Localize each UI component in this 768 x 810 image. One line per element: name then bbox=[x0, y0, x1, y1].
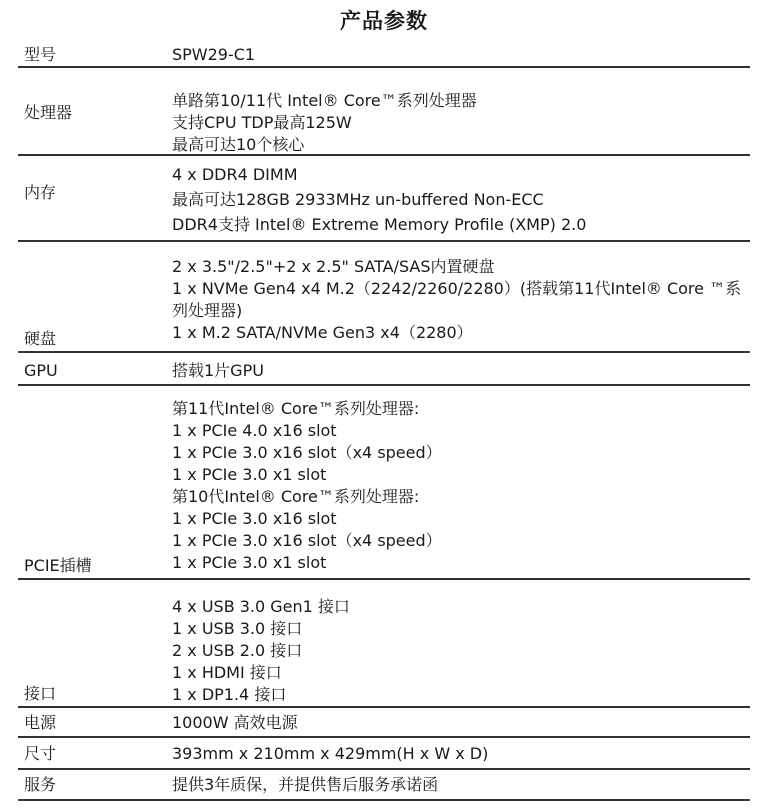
spec-row-gpu bbox=[18, 353, 750, 386]
spec-value: DDR4支持 Intel® Extreme Memory Profile (XMP) 2.0 bbox=[172, 215, 587, 234]
spec-value: 1 x USB 3.0 接口 bbox=[172, 619, 303, 638]
spec-value: 1 x PCIe 3.0 x1 slot bbox=[172, 465, 327, 484]
spec-values bbox=[172, 360, 750, 384]
spec-label: PCIE插槽 bbox=[24, 556, 92, 575]
spec-label: GPU bbox=[24, 361, 58, 380]
spec-values bbox=[172, 44, 750, 66]
spec-row-ports bbox=[18, 580, 750, 708]
spec-value: 最高可达128GB 2933MHz un-buffered Non-ECC bbox=[172, 190, 544, 209]
spec-value: 搭载1片GPU bbox=[172, 361, 264, 380]
spec-value: 1 x DP1.4 接口 bbox=[172, 685, 287, 704]
spec-row-storage bbox=[18, 242, 750, 353]
spec-values bbox=[172, 596, 750, 706]
spec-value: 1000W 高效电源 bbox=[172, 713, 298, 732]
spec-label-text: 处理器 bbox=[24, 103, 73, 122]
spec-values bbox=[172, 398, 750, 578]
spec-values bbox=[172, 712, 750, 736]
spec-row-cpu bbox=[18, 68, 750, 156]
page-title: 产品参数 bbox=[340, 9, 428, 33]
spec-label: 服务 bbox=[24, 775, 57, 794]
spec-label bbox=[18, 164, 172, 240]
spec-row-model bbox=[18, 44, 750, 68]
spec-label: 硬盘 bbox=[24, 329, 57, 348]
spec-value: 393mm x 210mm x 429mm(H x W x D) bbox=[172, 744, 489, 763]
spec-value: SPW29-C1 bbox=[172, 45, 256, 64]
spec-value: 1 x NVMe Gen4 x4 M.2（2242/2260/2280）(搭载第11代Intel® Core ™系列处理器) bbox=[172, 279, 742, 320]
spec-value: 1 x M.2 SATA/NVMe Gen3 x4（2280） bbox=[172, 323, 473, 342]
spec-value: 2 x USB 2.0 接口 bbox=[172, 641, 303, 660]
spec-row-power bbox=[18, 708, 750, 738]
spec-value: 1 x PCIe 3.0 x16 slot（x4 speed） bbox=[172, 531, 442, 550]
spec-values bbox=[172, 90, 750, 154]
spec-label: 尺寸 bbox=[24, 744, 57, 763]
spec-label bbox=[18, 90, 172, 154]
spec-row-pcie bbox=[18, 386, 750, 580]
spec-value: 4 x DDR4 DIMM bbox=[172, 165, 298, 184]
spec-values bbox=[172, 256, 750, 351]
spec-value: 第11代Intel® Core™系列处理器: bbox=[172, 399, 420, 418]
spec-table bbox=[18, 44, 750, 801]
spec-value: 4 x USB 3.0 Gen1 接口 bbox=[172, 597, 350, 616]
spec-value: 1 x HDMI 接口 bbox=[172, 663, 282, 682]
spec-values bbox=[172, 164, 750, 240]
spec-row-dimensions bbox=[18, 738, 750, 770]
spec-label: 电源 bbox=[24, 713, 57, 732]
spec-label: 型号 bbox=[24, 45, 57, 64]
spec-values bbox=[172, 774, 750, 799]
spec-value: 1 x PCIe 3.0 x16 slot bbox=[172, 509, 337, 528]
spec-value: 最高可达10个核心 bbox=[172, 135, 305, 154]
spec-value: 单路第10/11代 Intel® Core™系列处理器 bbox=[172, 91, 477, 110]
spec-values bbox=[172, 743, 750, 768]
spec-row-memory bbox=[18, 156, 750, 242]
spec-value: 支持CPU TDP最高125W bbox=[172, 113, 352, 132]
spec-value: 1 x PCIe 3.0 x1 slot bbox=[172, 553, 327, 572]
spec-label: 接口 bbox=[24, 684, 57, 703]
spec-row-service bbox=[18, 770, 750, 801]
spec-value: 提供3年质保，并提供售后服务承诺函 bbox=[172, 775, 439, 794]
spec-value: 第10代Intel® Core™系列处理器: bbox=[172, 487, 420, 506]
spec-value: 1 x PCIe 3.0 x16 slot（x4 speed） bbox=[172, 443, 442, 462]
spec-value: 2 x 3.5"/2.5"+2 x 2.5" SATA/SAS内置硬盘 bbox=[172, 257, 495, 276]
spec-value: 1 x PCIe 4.0 x16 slot bbox=[172, 421, 337, 440]
spec-label-text: 内存 bbox=[24, 183, 57, 202]
